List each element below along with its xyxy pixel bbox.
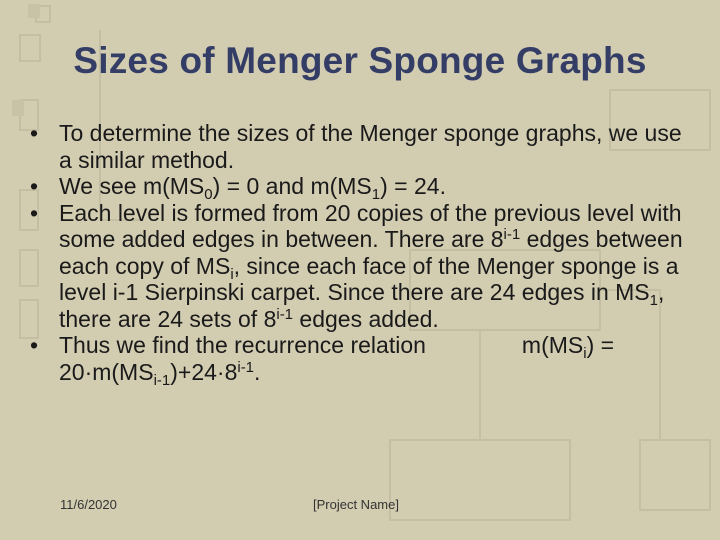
bullet-item-level-structure xyxy=(30,200,700,333)
bullet-marker: • xyxy=(30,332,39,358)
bullet-item-method xyxy=(30,120,700,173)
bullet-item-base-values xyxy=(30,173,700,203)
bullet-item-recurrence xyxy=(30,332,700,389)
bullet-text: To determine the sizes of the Menger sponge graphs, we use a similar method. xyxy=(59,120,682,173)
footer-date: 11/6/2020 xyxy=(60,497,117,512)
bullet-list xyxy=(30,120,700,389)
slide-title: Sizes of Menger Sponge Graphs xyxy=(73,40,647,81)
bullet-text: We see $m(MS_0) = 0$ and $m(MS_1) = 24$. xyxy=(59,173,446,203)
bullet-text: Thus we find the recurrence relation $m(MS_i) = 20\cdot m(MS_{i-1})+24\cdot 8^{i-1}$. xyxy=(59,332,615,389)
footer-project-name: [Project Name] xyxy=(313,497,399,512)
bullet-marker: • xyxy=(30,120,39,146)
bullet-marker: • xyxy=(30,173,39,199)
bullet-text: Each level is formed from 20 copies of the previous level with some added edges in between. There are 8$^{i-1}$ edges between each copy of $MS_i$, since each face of the Menger sponge is a level i-1 Sierpinski carpet. Since there are 24 edges in $MS_1$, there are 24 sets of 8$^{i-1}$ edges added. xyxy=(59,199,683,332)
bullet-marker: • xyxy=(30,199,39,226)
